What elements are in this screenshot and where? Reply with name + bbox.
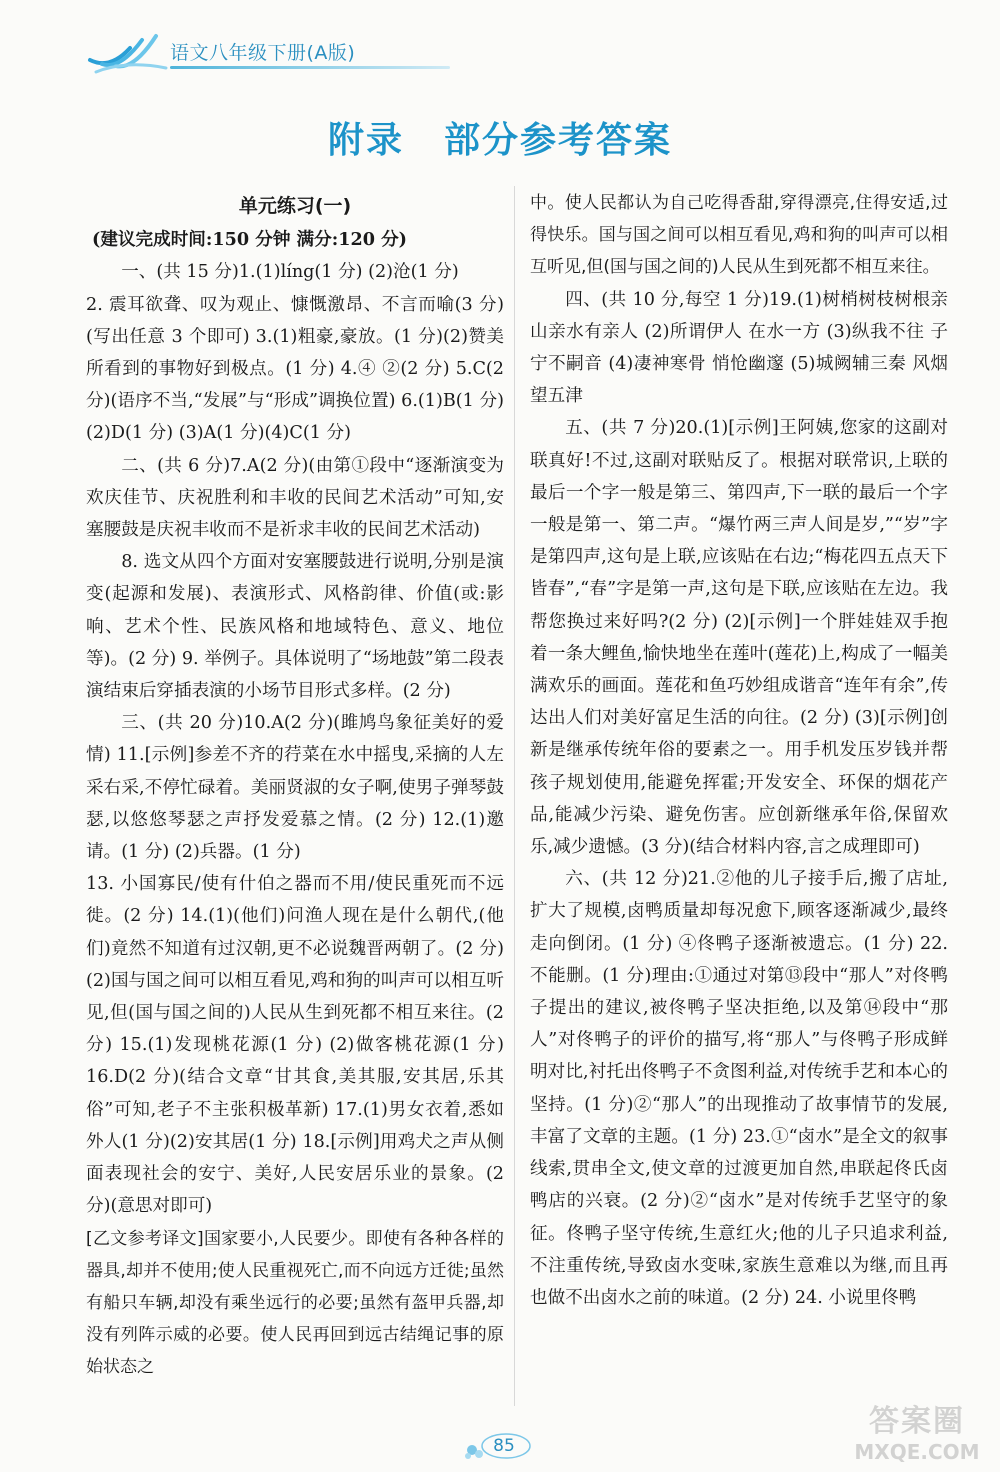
book-header-text: 语文八年级下册(A版)	[170, 42, 356, 64]
page-title-part2: 部分参考答案	[444, 120, 673, 161]
section-subtitle: (建议完成时间:150 分钟 满分:120 分)	[92, 229, 407, 251]
watermark-logo-text: 答案圈	[869, 1404, 965, 1439]
answer-paragraph: 中。使人民都认为自己吃得香甜,穿得漂亮,住得安适,过得快乐。国与国之间可以相互看见,鸡和狗的叫声可以相互听见,但(国与国之间的)人民从生到死都不相互来往。	[530, 193, 948, 278]
right-column	[530, 187, 948, 1314]
watermark-url: MXQE.COM	[854, 1440, 980, 1464]
section-title: 单元练习(一)	[238, 195, 352, 217]
answer-paragraph: 二、(共 6 分)7.A(2 分)(由第①段中“逐渐演变为欢庆佳节、庆祝胜利和丰收的民间艺术活动”可知,安塞腰鼓是庆祝丰收而不是祈求丰收的民间艺术活动)	[86, 455, 504, 541]
answer-paragraph: 四、(共 10 分,每空 1 分)19.(1)树梢树枝树根亲山亲水有亲人 (2)所谓伊人 在水一方 (3)纵我不往 子宁不嗣音 (4)凄神寒骨 悄怆幽邃 (5)城阙辅三秦 风烟望五津	[530, 289, 948, 407]
page-title	[0, 112, 1000, 163]
column-divider	[514, 186, 515, 1406]
book-header	[86, 30, 386, 76]
page-number-badge	[474, 1432, 534, 1460]
answer-paragraph: 13. 小国寡民/使有什伯之器而不用/使民重死而不远徙。(2 分) 14.(1)(他们)问渔人现在是什么朝代,(他们)竟然不知道有过汉朝,更不必说魏晋两朝了。(2 分) (2)国与国之间可以相互看见,鸡和狗的叫声可以相互听见,但(国与国之间的)人民从生到死都不相互来往。(2 分) 15.(1)发现桃花源(1 分) (2)做客桃花源(1 分) 16.D(2 分)(结合文章“甘其食,美其服,安其居,乐其俗”可知,老子不主张积极革新) 17.(1)男女衣着,悉如外人(1 分)(2)安其居(1 分) 18.[示例]用鸡犬之声从侧面表现社会的安宁、美好,人民安居乐业的景象。(2 分)(意思对即可)	[86, 874, 504, 1217]
site-watermark	[842, 1396, 992, 1466]
answer-paragraph: 2. 震耳欲聋、叹为观止、慷慨激昂、不言而喻(3 分)(写出任意 3 个即可) 3.(1)粗豪,豪放。(1 分)(2)赞美所看到的事物好到极点。(1 分) 4.④ ②(2 分) 5.C(2 分)(语序不当,“发展”与“形成”调换位置) 6.(1)B(1 分) (2)D(1 分) (3)A(1 分)(4)C(1 分)	[86, 294, 504, 444]
page-number: 85	[493, 1436, 515, 1456]
translation-paragraph	[86, 1223, 504, 1384]
answer-paragraph: 六、(共 12 分)21.②他的儿子接手后,搬了店址,扩大了规模,卤鸭质量却每况愈下,顾客逐渐减少,最终走向倒闭。(1 分) ④佟鸭子逐渐被遗忘。(1 分) 22. 不能删。(1 分)理由:①通过对第⑬段中“那人”对佟鸭子提出的建议,被佟鸭子坚决拒绝,以及第⑭段中“那人”对佟鸭子的评价的描写,将“那人”与佟鸭子形成鲜明对比,衬托出佟鸭子不贪图利益,对传统手艺和本心的坚持。(1 分)②“那人”的出现推动了故事情节的发展,丰富了文章的主题。(1 分) 23.①“卤水”是全文的叙事线索,贯串全文,使文章的过渡更加自然,串联起佟氏卤鸭店的兴衰。(2 分)②“卤水”是对传统手艺坚守的象征。佟鸭子坚守传统,生意红火;他的儿子只追求利益,不注重传统,导致卤水变味,家族生意难以为继,而且再也做不出卤水之前的味道。(2 分) 24. 小说里佟鸭	[530, 869, 949, 1308]
answer-paragraph: 三、(共 20 分)10.A(2 分)(雎鸠鸟象征美好的爱情) 11.[示例]参差不齐的荇菜在水中摇曳,采摘的人左采右采,不停忙碌着。美丽贤淑的女子啊,使男子弹琴鼓瑟,以悠悠琴瑟之声抒发爱慕之情。(2 分) 12.(1)邀请。(1 分) (2)兵器。(1 分)	[86, 713, 504, 863]
answer-paragraph: 五、(共 7 分)20.(1)[示例]王阿姨,您家的这副对联真好!不过,这副对联贴反了。根据对联常识,上联的最后一个字一般是第三、第四声,下一联的最后一个字一般是第一、第二声。“爆竹两三声人间是岁,”“岁”字是第四声,这句是上联,应该贴在右边;“梅花四五点天下皆春”,“春”字是第一声,这句是下联,应该贴在左边。我帮您换过来好吗?(2 分) (2)[示例]一个胖娃娃双手抱着一条大鲤鱼,愉快地坐在莲叶(莲花)上,构成了一幅美满欢乐的画面。莲花和鱼巧妙组成谐音“连年有余”,传达出人们对美好富足生活的向往。(2 分) (3)[示例]创新是继承传统年俗的要素之一。用手机发压岁钱并帮孩子规划使用,能避免挥霍;开发安全、环保的烟花产品,能减少污染、避免伤害。应创新继承年俗,保留欢乐,减少遗憾。(3 分)(结合材料内容,言之成理即可)	[530, 418, 948, 858]
book-logo-icon	[86, 30, 170, 76]
header-underline	[170, 66, 450, 69]
answer-paragraph: 一、(共 15 分)1.(1)líng(1 分) (2)沧(1 分)	[121, 262, 459, 283]
translation-label: [乙文参考译文]	[86, 1228, 204, 1249]
translation-text: 国家要小,人民要少。即使有各种各样的器具,却并不使用;使人民重视死亡,而不向远方迁徙;虽然有船只车辆,却没有乘坐远行的必要;虽然有盔甲兵器,却没有列阵示威的必要。使人民再回到远古结绳记事的原始状态之	[86, 1228, 505, 1378]
answer-paragraph: 8. 选文从四个方面对安塞腰鼓进行说明,分别是演变(起源和发展)、表演形式、风格韵律、价值(或:影响、艺术个性、民族风格和地域特色、意义、地位等)。(2 分) 9. 举例子。具体说明了“场地鼓”第二段表演结束后穿插表演的小场节目形式多样。(2 分)	[86, 552, 504, 702]
left-column	[86, 190, 504, 1384]
page-title-part1: 附录	[327, 120, 404, 161]
